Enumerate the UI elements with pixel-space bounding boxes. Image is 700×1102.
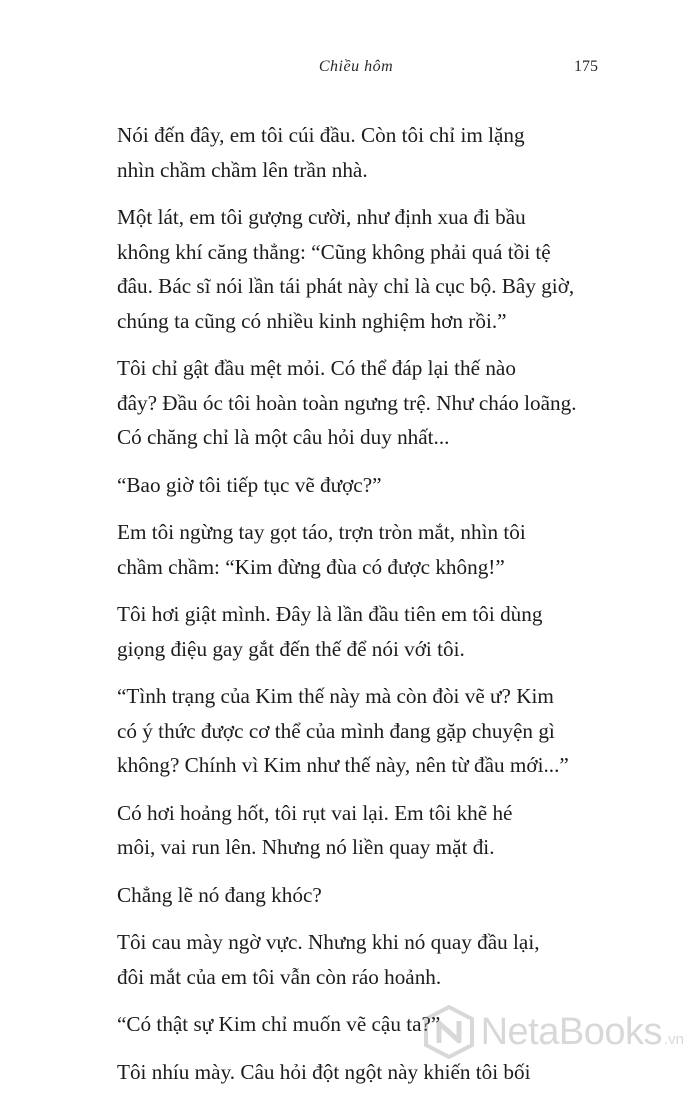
paragraph bbox=[117, 118, 603, 187]
text-line: “Có thật sự Kim chỉ muốn vẽ cậu ta?” bbox=[117, 1012, 441, 1036]
text-line: không khí căng thẳng: “Cũng không phải quá tồi tệ bbox=[117, 239, 551, 264]
text-line: Tôi nhíu mày. Câu hỏi đột ngột này khiến tôi bối bbox=[117, 1059, 531, 1084]
text-line: đôi mắt của em tôi vẫn còn ráo hoảnh. bbox=[117, 964, 442, 989]
text-line: Chẳng lẽ nó đang khóc? bbox=[117, 882, 322, 907]
text-line: Có hơi hoảng hốt, tôi rụt vai lại. Em tôi khẽ hé bbox=[117, 800, 513, 825]
text-line: “Bao giờ tôi tiếp tục vẽ được?” bbox=[117, 472, 382, 497]
text-line: Tôi chỉ gật đầu mệt mỏi. Có thể đáp lại thế nào bbox=[117, 356, 516, 380]
text-line: Tôi cau mày ngờ vực. Nhưng khi nó quay đầu lại, bbox=[117, 930, 540, 954]
paragraph bbox=[117, 351, 603, 455]
text-line: giọng điệu gay gắt đến thế để nói với tôi. bbox=[117, 636, 465, 661]
netabooks-logo-icon bbox=[423, 1005, 475, 1059]
text-line: “Tình trạng của Kim thế này mà còn đòi vẽ ư? Kim bbox=[117, 684, 554, 708]
text-line: Nói đến đây, em tôi cúi đầu. Còn tôi chỉ im lặng bbox=[117, 123, 525, 147]
text-line: nhìn chầm chầm lên trần nhà. bbox=[117, 157, 368, 182]
text-line: Có chăng chỉ là một câu hỏi duy nhất... bbox=[117, 425, 450, 449]
text-line: chầm chầm: “Kim đừng đùa có được không!” bbox=[117, 554, 505, 579]
text-line: đây? Đầu óc tôi hoàn toàn ngưng trệ. Như cháo loãng. bbox=[117, 390, 577, 415]
page-number: 175 bbox=[574, 58, 598, 75]
running-header bbox=[112, 58, 600, 86]
text-line: đâu. Bác sĩ nói lần tái phát này chỉ là cục bộ. Bây giờ, bbox=[117, 274, 575, 298]
paragraph bbox=[117, 679, 603, 783]
watermark bbox=[423, 1002, 684, 1062]
paragraph bbox=[117, 796, 603, 865]
text-line: có ý thức được cơ thể của mình đang gặp chuyện gì bbox=[117, 718, 555, 743]
text-line: Một lát, em tôi gượng cười, như định xua đi bầu bbox=[117, 205, 526, 229]
text-line: không? Chính vì Kim như thế này, nên từ đầu mới...” bbox=[117, 753, 569, 777]
watermark-suffix: .vn bbox=[663, 1031, 684, 1048]
paragraph bbox=[117, 468, 603, 503]
paragraph bbox=[117, 878, 603, 913]
paragraph bbox=[117, 597, 603, 666]
running-title: Chiều hôm bbox=[318, 58, 394, 75]
text-line: Tôi hơi giật mình. Đây là lần đầu tiên em tôi dùng bbox=[117, 602, 543, 626]
text-line: chúng ta cũng có nhiều kinh nghiệm hơn rồi.” bbox=[117, 308, 507, 333]
body-text bbox=[117, 118, 603, 1102]
paragraph bbox=[117, 925, 603, 994]
text-line: Em tôi ngừng tay gọt táo, trợn tròn mắt, nhìn tôi bbox=[117, 520, 526, 544]
paragraph bbox=[117, 515, 603, 584]
text-line: môi, vai run lên. Nhưng nó liền quay mặt đi. bbox=[117, 835, 495, 859]
paragraph bbox=[117, 200, 603, 338]
watermark-brand: NetaBooks bbox=[480, 1010, 662, 1053]
